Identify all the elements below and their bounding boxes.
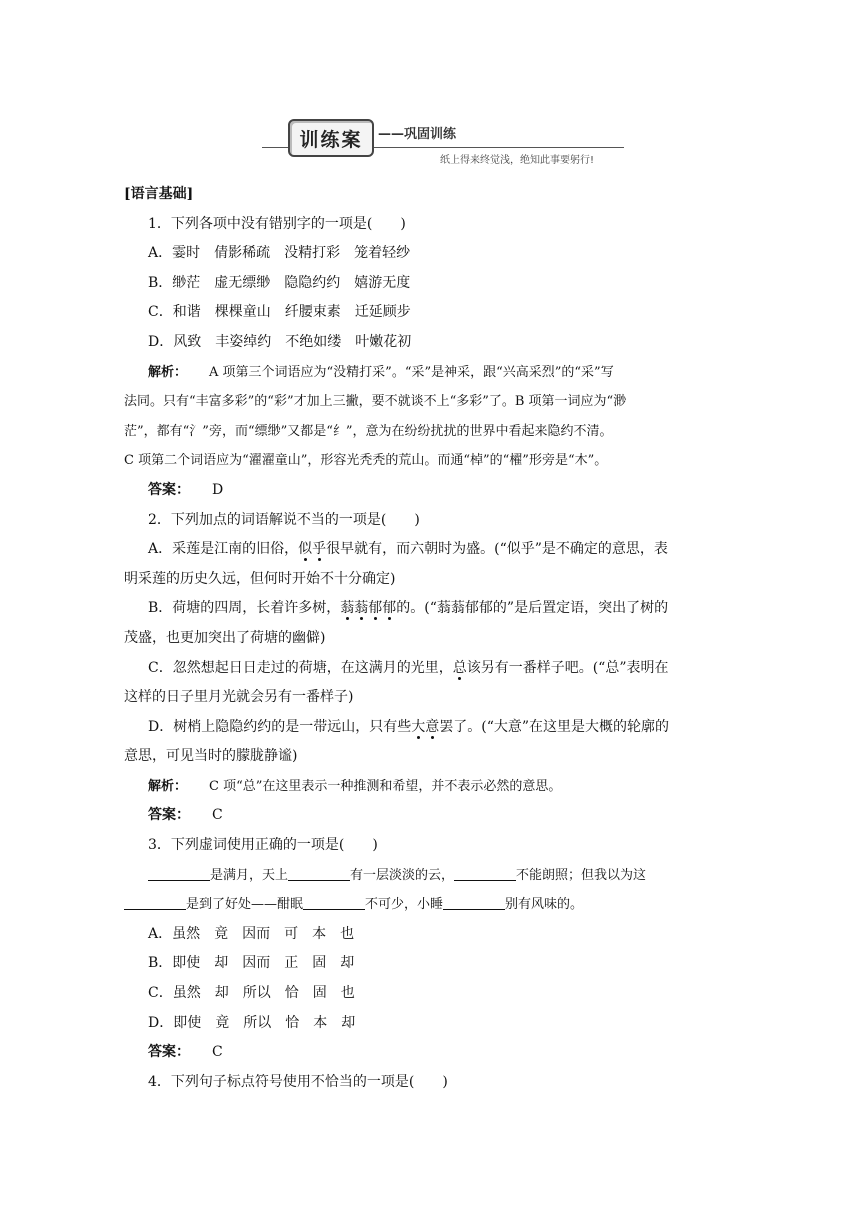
q2-option-b-cont: 茂盛，也更加突出了荷塘的幽僻) (124, 629, 326, 646)
fill-blank (454, 866, 516, 881)
section-heading: [语言基础] (124, 186, 194, 202)
q1-answer-value: D (212, 481, 224, 498)
banner-rule-left (262, 147, 288, 148)
q2-c-note: 该另有一番样子吧。(“总”表明在 (466, 659, 669, 676)
q3-passage-line-1 (124, 861, 740, 891)
q1-option-b: B．缈茫 虚无缥缈 隐隐约约 嬉游无度 (148, 274, 411, 291)
q2-a-note: 很早就有，而六朝时为盛。(“似乎”是不确定的意思，表 (326, 541, 668, 558)
q3-answer (124, 1038, 740, 1068)
q2-b-dotted-word (340, 600, 396, 616)
q3-passage-text: 不能朗照；但我以为这 (516, 867, 647, 883)
q3-answer-value: C (212, 1044, 223, 1061)
emphasis-char: 大 (411, 718, 426, 735)
q1-analysis-line: C 项第二个词语应为“濯濯童山”，形容光秃秃的荒山。而通“棹”的“櫂”形旁是“木”。 (124, 453, 608, 469)
q1-analysis-line (124, 358, 740, 388)
emphasis-char: 蓊 (340, 600, 355, 617)
q2-d-note: 罢了。(“大意”在这里是大概的轮廓的 (439, 718, 670, 735)
q2-option-d (124, 713, 740, 743)
q4-stem: 4．下列句子标点符号使用不恰当的一项是( ) (148, 1073, 448, 1090)
q2-option-c-cont: 这样的日子里月光就会另有一番样子) (124, 689, 354, 706)
emphasis-char: 意 (425, 718, 440, 735)
banner-motto: 纸上得来终觉浅，绝知此事要躬行! (440, 155, 595, 166)
emphasis-char: 蓊 (354, 600, 369, 617)
q3-passage-line-2 (124, 890, 740, 920)
emphasis-char: 乎 (312, 541, 327, 558)
question-content (124, 180, 740, 1097)
q1-option-c: C．和谐 棵棵童山 纤腰束素 迁延顾步 (148, 304, 411, 321)
q2-option-c (124, 654, 740, 684)
q1-stem: 1．下列各项中没有错别字的一项是( ) (148, 215, 406, 232)
q3-option-c: C．虽然 却 所以 恰 固 也 (148, 985, 355, 1002)
q2-analysis-text: C 项“总”在这里表示一种推测和希望，并不表示必然的意思。 (209, 778, 562, 794)
q3-option-a: A．虽然 竟 因而 可 本 也 (148, 925, 355, 942)
emphasis-char: 似 (298, 541, 313, 558)
q3-passage-text: 别有风味的。 (505, 897, 584, 913)
q1-analysis-label: 解析： (148, 364, 188, 380)
q2-answer-label: 答案： (148, 807, 190, 824)
q1-analysis-line: 法同。只有“丰富多彩”的“彩”才加上三撇，要不就谈不上“多彩”了。B 项第一词应为“渺 (124, 394, 627, 410)
q2-stem: 2．下列加点的词语解说不当的一项是( ) (148, 511, 420, 528)
q1-option-a: A．霎时 倩影稀疏 没精打彩 笼着轻纱 (148, 245, 411, 262)
section-banner (262, 115, 632, 171)
q1-analysis-line: 茫”，都有“氵”旁，而“缥缈”又都是“纟”，意为在纷纷扰扰的世界中看起来隐约不清。 (124, 423, 613, 439)
emphasis-char: 郁 (368, 600, 383, 617)
fill-blank (443, 895, 505, 910)
q2-b-text: B．荷塘的四周，长着许多树， (148, 600, 341, 617)
q3-option-d: D．即使 竟 所以 恰 本 却 (148, 1014, 356, 1031)
q1-answer (124, 476, 740, 506)
banner-subtitle: ——巩固训练 (378, 123, 460, 142)
q1-option-d: D．风致 丰姿绰约 不绝如缕 叶嫩花初 (148, 333, 412, 350)
q2-d-dotted-word (411, 719, 439, 735)
fill-blank (124, 895, 186, 910)
q3-passage-text: 不可少，小睡 (365, 897, 444, 913)
q2-option-d-cont: 意思，可见当时的朦胧静谧) (124, 748, 298, 765)
q3-passage-text: 有一层淡淡的云， (350, 867, 455, 883)
banner-rule-right (362, 147, 624, 148)
fill-blank (148, 866, 210, 881)
q2-c-text: C．忽然想起日日走过的荷塘，在这满月的光里， (148, 659, 453, 676)
q2-d-text: D．树梢上隐隐约约的是一带远山，只有些 (148, 718, 412, 735)
banner-title-box: 训练案 (288, 119, 374, 157)
q3-stem: 3．下列虚词使用正确的一项是( ) (148, 837, 378, 854)
q2-c-dotted-word (453, 660, 467, 676)
fill-blank (288, 866, 350, 881)
q3-option-b: B．即使 却 因而 正 固 却 (148, 955, 355, 972)
q2-answer (124, 801, 740, 831)
q2-option-b (124, 594, 740, 624)
emphasis-char: 郁 (382, 600, 397, 617)
q2-option-a-cont: 明采莲的历史久远，但何时开始不十分确定) (124, 570, 396, 587)
q3-answer-label: 答案： (148, 1044, 190, 1061)
q2-analysis-line (124, 772, 740, 802)
q2-analysis-label: 解析： (148, 778, 188, 794)
q1-answer-label: 答案： (148, 481, 190, 498)
q2-a-dotted-word (298, 541, 326, 557)
q2-answer-value: C (212, 807, 223, 824)
q3-passage-text: 是满月，天上 (210, 867, 289, 883)
q2-option-a (124, 535, 740, 565)
q1-analysis-text: A 项第三个词语应为“没精打采”。“采”是神采，跟“兴高采烈”的“采”写 (209, 364, 614, 380)
q3-passage-text: 是到了好处——酣眠 (186, 897, 304, 913)
emphasis-char: 总 (452, 659, 467, 676)
q2-a-text: A．采莲是江南的旧俗， (148, 541, 299, 558)
q2-b-note: 的。(“蓊蓊郁郁的”是后置定语，突出了树的 (396, 600, 669, 617)
fill-blank (303, 895, 365, 910)
